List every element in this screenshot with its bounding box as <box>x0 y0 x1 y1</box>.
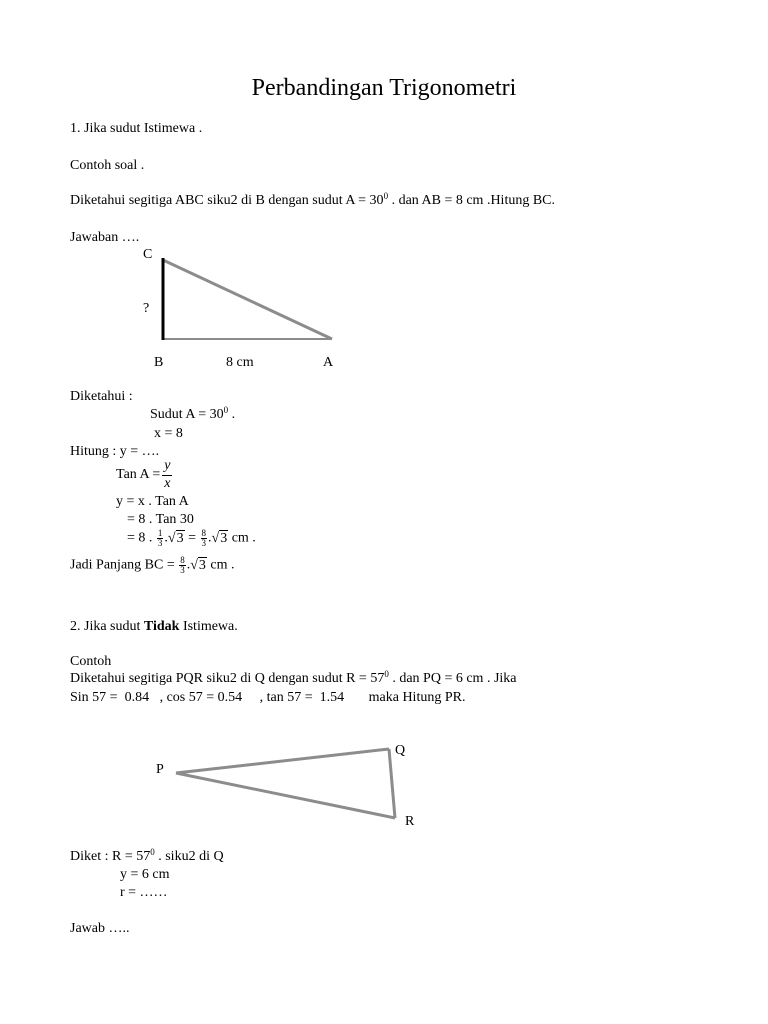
sqrt-three: √3 <box>167 530 184 546</box>
unknown-side-label: ? <box>143 301 150 316</box>
known-label: Diketahui : <box>70 389 133 404</box>
vertex-label-b: B <box>154 355 164 370</box>
section1-answer-label: Jawaban …. <box>70 230 140 245</box>
vertex-label-q: Q <box>395 743 406 758</box>
edge-ca <box>163 260 332 339</box>
compute-label: Hitung : y = …. <box>70 444 160 459</box>
section1-example-label: Contoh soal . <box>70 158 145 173</box>
step3: = 8 . $\frac{1}{3}$ .√3 = $\frac{8}{3}$ .√3 cm . <box>127 528 256 548</box>
conclusion-fraction: $\frac{8}{3}$ <box>180 555 185 575</box>
section2-example-label: Contoh <box>70 654 112 669</box>
section2-problem-line2: Sin 57 = 0.84 , cos 57 = 0.54 , tan 57 = 1.54 maka Hitung PR. <box>70 690 466 705</box>
unknown-r: r = …… <box>120 885 168 900</box>
edge-pr <box>176 773 395 818</box>
section2-problem-line1: Diketahui segitiga PQR siku2 di Q dengan sudut $R = 57^0$ . dan PQ = 6 cm . Jika <box>70 669 517 686</box>
edge-pq <box>176 749 389 773</box>
vertex-label-r: R <box>405 814 415 829</box>
sqrt-three-2: √3 <box>211 530 228 546</box>
fraction-eight-thirds: $\frac{8}{3}$ <box>201 528 206 548</box>
vertex-label-a: A <box>323 355 334 370</box>
section1-heading: 1. Jika sudut Istimewa . <box>70 121 203 136</box>
known-r: Diket : $R = 57^0$ . siku2 di Q <box>70 847 224 864</box>
tan-formula: Tan A = $\frac{y}{x}$ <box>116 458 171 491</box>
base-length-label: 8 cm <box>226 355 254 370</box>
known-angle: Sudut $A = 30^0$ . <box>150 405 236 422</box>
step1: y = x . Tan A <box>116 494 189 509</box>
vertex-label-c: C <box>143 247 153 262</box>
known-y: y = 6 cm <box>120 867 170 882</box>
fraction-one-third: $\frac{1}{3}$ <box>157 528 163 548</box>
edge-qr <box>389 749 395 818</box>
vertex-label-p: P <box>156 762 164 777</box>
tan-fraction: $\frac{y}{x}$ <box>164 458 171 491</box>
section2-answer-label: Jawab ….. <box>70 921 130 936</box>
section1-problem: Diketahui segitiga ABC siku2 di B dengan sudut $A = 30^0$ . dan AB = 8 cm .Hitung BC. <box>70 191 556 208</box>
conclusion: Jadi Panjang BC = $\frac{8}{3}$ .√3 cm . <box>70 555 235 575</box>
section2-heading: 2. Jika sudut Tidak Istimewa. <box>70 619 238 634</box>
step2: = 8 . Tan 30 <box>127 512 194 527</box>
known-x: x = 8 <box>154 426 183 441</box>
page-title: Perbandingan Trigonometri <box>251 75 517 101</box>
conclusion-sqrt: √3 <box>190 557 206 573</box>
